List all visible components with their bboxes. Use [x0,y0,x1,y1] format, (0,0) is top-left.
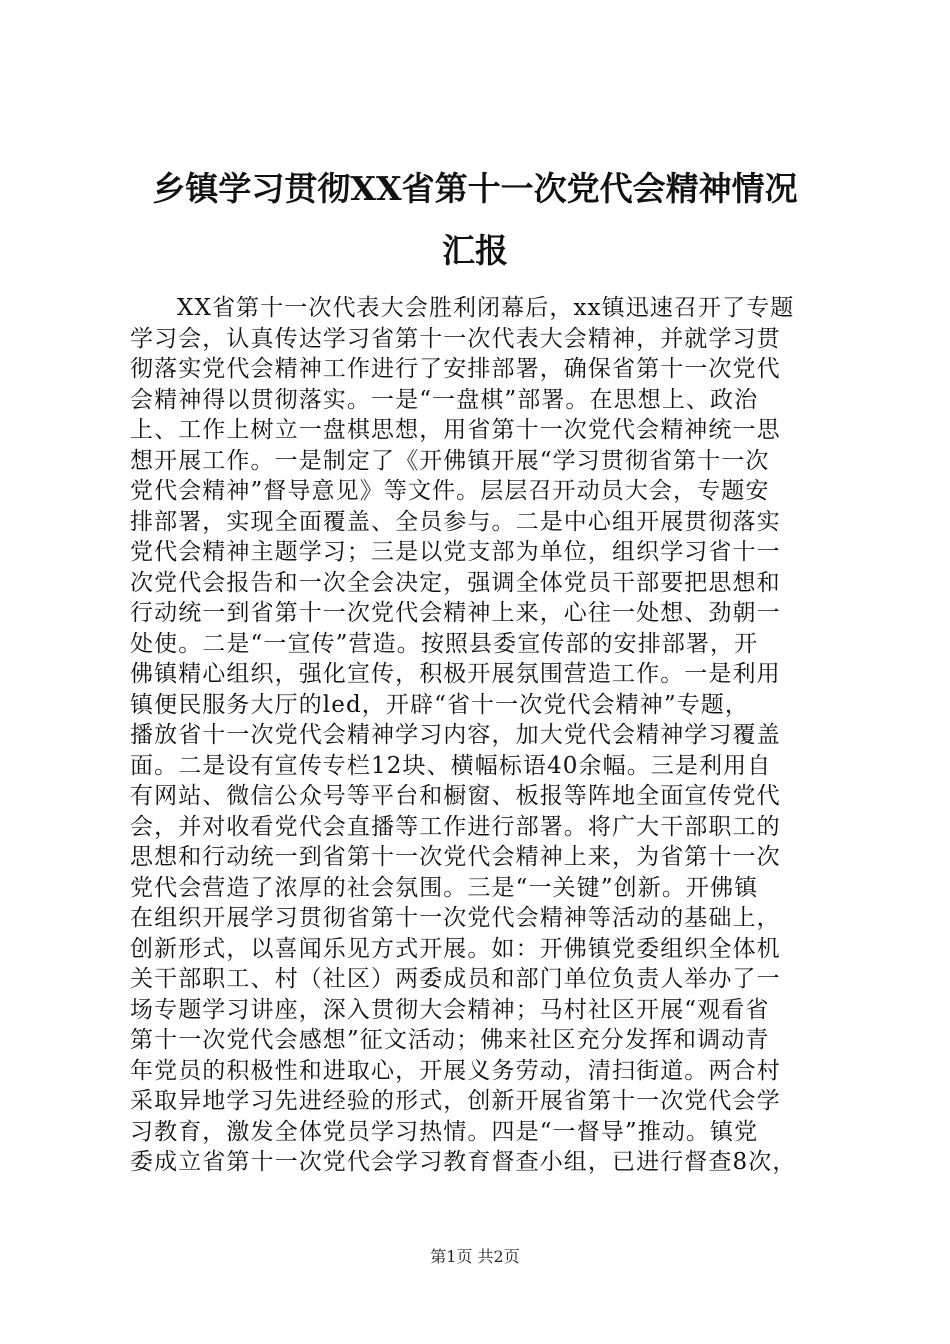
body-line: 会，并对收看党代会直播等工作进行部署。将广大干部职工的 [130,813,781,840]
page-number-footer: 第1页 共2页 [430,1247,520,1266]
body-line: 第十一次党代会感想”征文活动；佛来社区充分发挥和调动青 [130,1027,770,1053]
body-line: 行动统一到省第十一次党代会精神上来，心往一处想、劲朝一 [130,600,781,626]
document-body [130,293,830,1178]
body-line: 创新形式，以喜闻乐见方式开展。如：开佛镇党委组织全体机 [130,935,781,962]
body-line: 镇便民服务大厅的led，开辟“省十一次党代会精神”专题， [130,691,750,718]
body-line: 思想和行动统一到省第十一次党代会精神上来，为省第十一次 [130,844,781,870]
body-line: 有网站、微信公众号等平台和橱窗、板报等阵地全面宣传党代 [130,783,781,809]
body-line: 彻落实党代会精神工作进行了安排部署，确保省第十一次党代 [130,356,781,382]
body-line: 党代会营造了浓厚的社会氛围。三是“一关键”创新。开佛镇 [130,874,759,901]
body-line: 处使。二是“一宣传”营造。按照县委宣传部的安排部署，开 [130,630,759,657]
body-line: 学习会，认真传达学习省第十一次代表大会精神，并就学习贯 [130,325,781,352]
body-line: 委成立省第十一次党代会学习教育督查小组，已进行督查8次， [130,1149,797,1175]
body-line: 排部署，实现全面覆盖、全员参与。二是中心组开展贯彻落实 [130,508,781,535]
body-line: 想开展工作。一是制定了《开佛镇开展“学习贯彻省第十一次 [130,447,770,474]
body-line: 关干部职工、村（社区）两委成员和部门单位负责人举办了一 [130,966,781,992]
body-line: 党代会精神”督导意见》等文件。层层召开动员大会，专题安 [130,478,770,504]
body-line: 播放省十一次党代会精神学习内容，加大党代会精神学习覆盖 [130,722,781,748]
body-line: 党代会精神主题学习；三是以党支部为单位，组织学习省十一 [130,539,781,565]
body-line: 次党代会报告和一次全会决定，强调全体党员干部要把思想和 [130,569,781,596]
body-line: 采取异地学习先进经验的形式，创新开展省第十一次党代会学 [130,1088,781,1114]
body-line: 在组织开展学习贯彻省第十一次党代会精神等活动的基础上， [130,905,781,931]
body-line: 年党员的积极性和进取心，开展义务劳动，清扫街道。两合村 [130,1057,781,1084]
body-line: 佛镇精心组织，强化宣传，积极开展氛围营造工作。一是利用 [130,661,781,687]
body-line: 面。二是设有宣传专栏12块、横幅标语40余幅。三是利用自 [130,752,772,779]
document-title-line-1: 乡镇学习贯彻XX省第十一次党代会精神情况 [152,169,798,208]
document-title-line-2: 汇报 [442,231,508,270]
body-line: XX省第十一次代表大会胜利闭幕后，xx镇迅速召开了专题 [177,295,795,321]
body-line: 习教育，激发全体党员学习热情。四是“一督导”推动。镇党 [130,1118,759,1145]
body-line: 上、工作上树立一盘棋思想，用省第十一次党代会精神统一思 [130,417,781,443]
body-line: 场专题学习讲座，深入贯彻大会精神；马村社区开展“观看省 [130,996,770,1023]
body-line: 会精神得以贯彻落实。一是“一盘棋”部署。在思想上、政治 [130,386,759,413]
